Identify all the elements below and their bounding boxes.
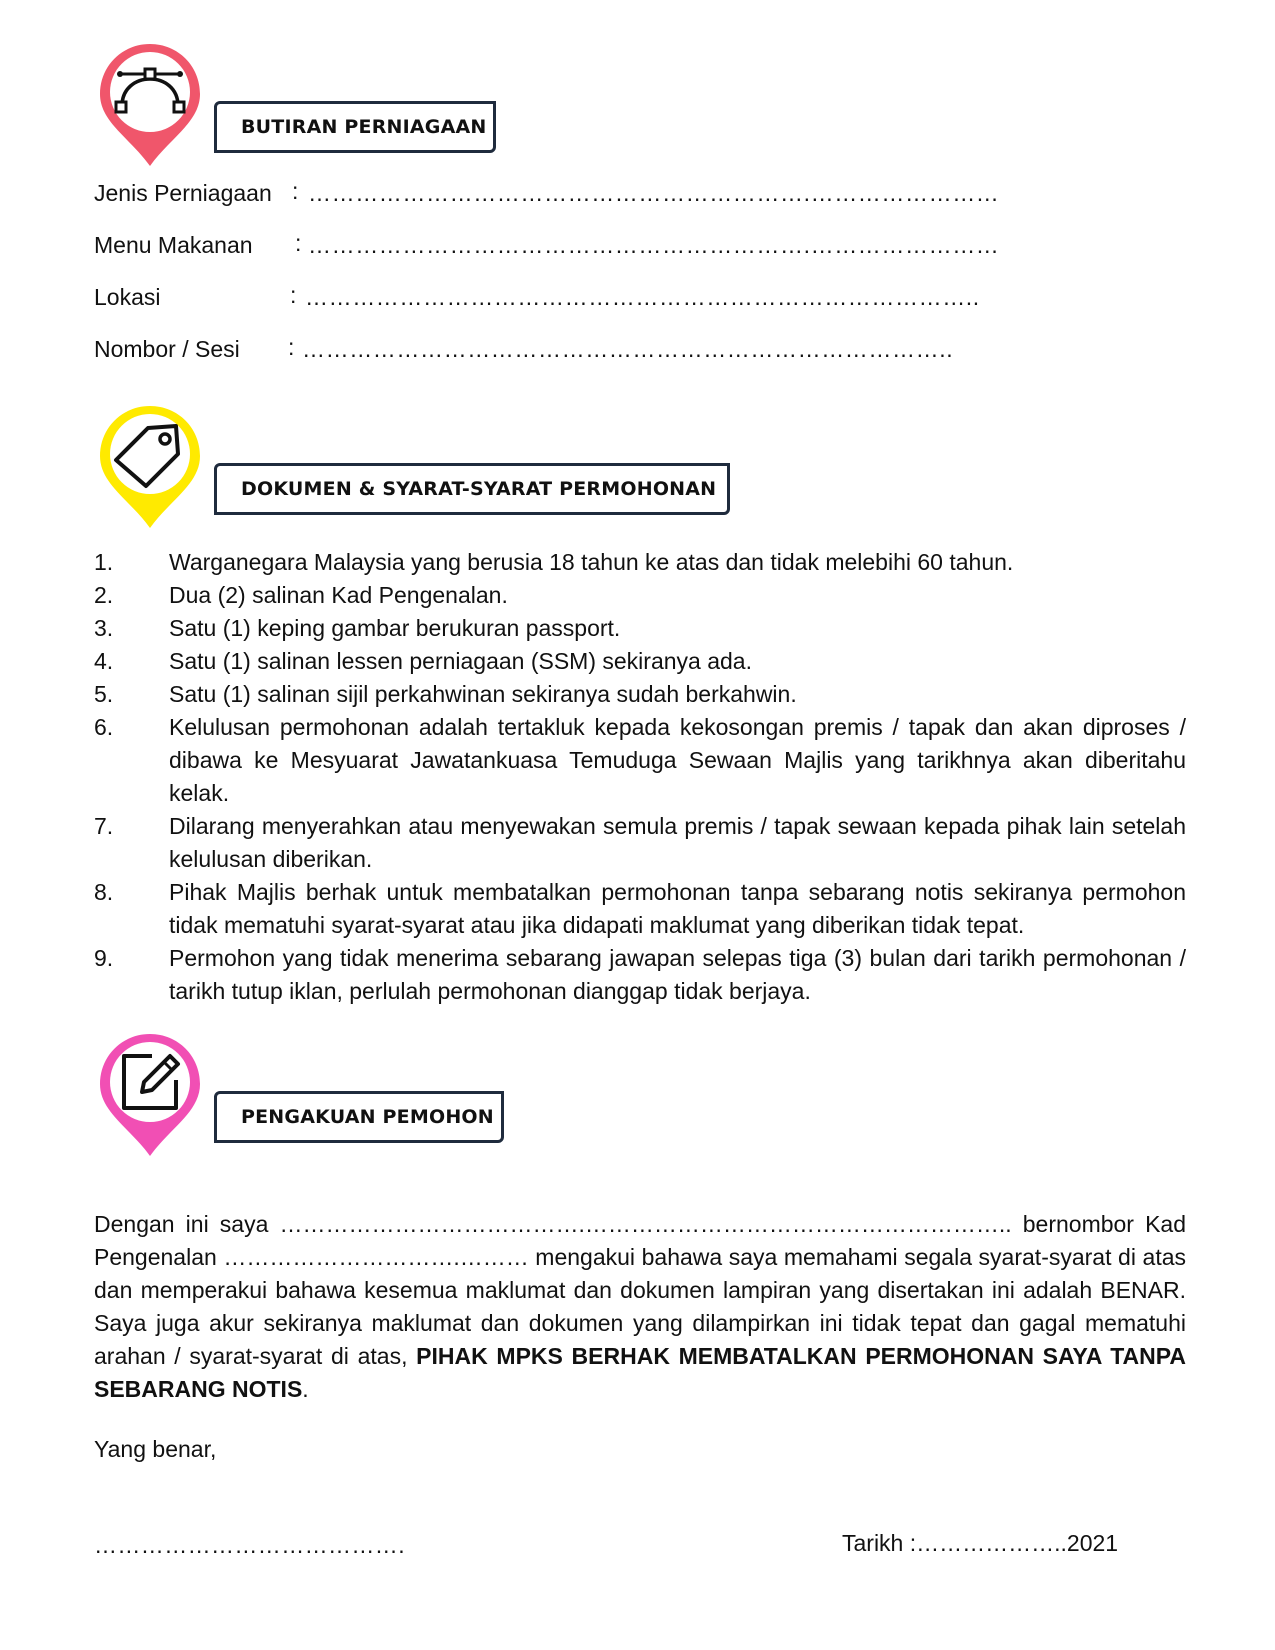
fill-in-dots[interactable]: …………………………………………………………………………..	[305, 284, 980, 310]
declaration-end: .	[302, 1376, 309, 1402]
list-item	[94, 612, 1186, 645]
section-declaration-header	[96, 1030, 796, 1160]
item-text: Satu (1) salinan lessen perniagaan (SSM) sekiranya ada.	[169, 648, 752, 674]
item-text: Dilarang menyerahkan atau menyewakan semula premis / tapak sewaan kepada pihak lain setelah kelulusan diberikan.	[169, 813, 1186, 872]
field-label: Jenis Perniagaan	[94, 180, 272, 206]
section-documents-header	[96, 402, 796, 532]
list-item	[94, 645, 1186, 678]
fill-in-dots[interactable]: ……………………………………………………….……………………	[308, 232, 1000, 258]
bezier-curve-icon	[96, 40, 204, 170]
declaration-paragraph	[94, 1208, 1186, 1406]
list-item	[94, 546, 1186, 579]
field-separator: :	[292, 178, 299, 204]
field-separator: :	[295, 230, 302, 256]
item-number: 2.	[94, 582, 114, 608]
field-label: Lokasi	[94, 284, 161, 310]
item-number: 1.	[94, 549, 114, 575]
closing-salutation: Yang benar,	[94, 1436, 217, 1462]
signature-line[interactable]: ………………………………….	[94, 1532, 405, 1558]
item-number: 8.	[94, 879, 114, 905]
section-title-business: BUTIRAN PERNIAGAAN	[214, 101, 496, 153]
item-number: 5.	[94, 681, 114, 707]
list-item	[94, 678, 1186, 711]
requirements-list	[94, 546, 1186, 1008]
field-label: Menu Makanan	[94, 232, 253, 258]
date-field[interactable]: Tarikh :………………..2021	[842, 1530, 1119, 1556]
field-separator: :	[288, 334, 295, 360]
item-text: Satu (1) keping gambar berukuran passport.	[169, 615, 621, 641]
item-number: 4.	[94, 648, 114, 674]
list-item	[94, 579, 1186, 612]
list-item	[94, 711, 1186, 810]
item-text: Permohon yang tidak menerima sebarang jawapan selepas tiga (3) bulan dari tarikh permohonan / tarikh tutup iklan, perlulah permohonan dianggap tidak berjaya.	[169, 945, 1186, 1004]
item-text: Satu (1) salinan sijil perkahwinan sekiranya sudah berkahwin.	[169, 681, 797, 707]
item-text: Kelulusan permohonan adalah tertakluk kepada kekosongan premis / tapak dan akan diproses / dibawa ke Mesyuarat Jawatankuasa Temuduga Sewaan Majlis yang tarikhnya akan diberitahu kelak.	[169, 714, 1186, 806]
section-title-documents: DOKUMEN & SYARAT-SYARAT PERMOHONAN	[214, 463, 730, 515]
fill-in-dots[interactable]: ………………………………………………………………………..	[302, 336, 954, 362]
section-business-header	[96, 40, 796, 170]
list-item	[94, 876, 1186, 942]
declaration-emphasis: PIHAK MPKS BERHAK MEMBATALKAN PERMOHONAN SAYA TANPA SEBARANG NOTIS	[94, 1343, 1187, 1402]
field-label: Nombor / Sesi	[94, 336, 240, 362]
item-number: 7.	[94, 813, 114, 839]
edit-square-icon	[96, 1030, 204, 1160]
section-title-declaration: PENGAKUAN PEMOHON	[214, 1091, 504, 1143]
item-number: 6.	[94, 714, 114, 740]
list-item	[94, 810, 1186, 876]
item-text: Pihak Majlis berhak untuk membatalkan permohonan tanpa sebarang notis sekiranya permohon tidak mematuhi syarat-syarat atau jika didapati maklumat yang diberikan tidak tepat.	[169, 879, 1186, 938]
declaration-text: Dengan ini saya ………………………………….……………………………………………….. bernombor Kad Pengenalan ………………………….……… mengakui bahawa saya memahami segala syarat-syarat di atas dan memperakui bahawa kesemua maklumat dan dokumen lampiran yang disertakan ini adalah BENAR. Saya juga akur sekiranya maklumat dan dokumen yang dilampirkan ini tidak tepat dan gagal mematuhi arahan / syarat-syarat di atas,	[94, 1211, 1186, 1369]
fill-in-dots[interactable]: ……………………………………………………….……………………	[308, 180, 1000, 206]
item-text: Dua (2) salinan Kad Pengenalan.	[169, 582, 508, 608]
price-tag-icon	[96, 402, 204, 532]
field-separator: :	[290, 282, 297, 308]
list-item	[94, 942, 1186, 1008]
item-number: 9.	[94, 945, 114, 971]
item-number: 3.	[94, 615, 114, 641]
item-text: Warganegara Malaysia yang berusia 18 tahun ke atas dan tidak melebihi 60 tahun.	[169, 549, 1014, 575]
